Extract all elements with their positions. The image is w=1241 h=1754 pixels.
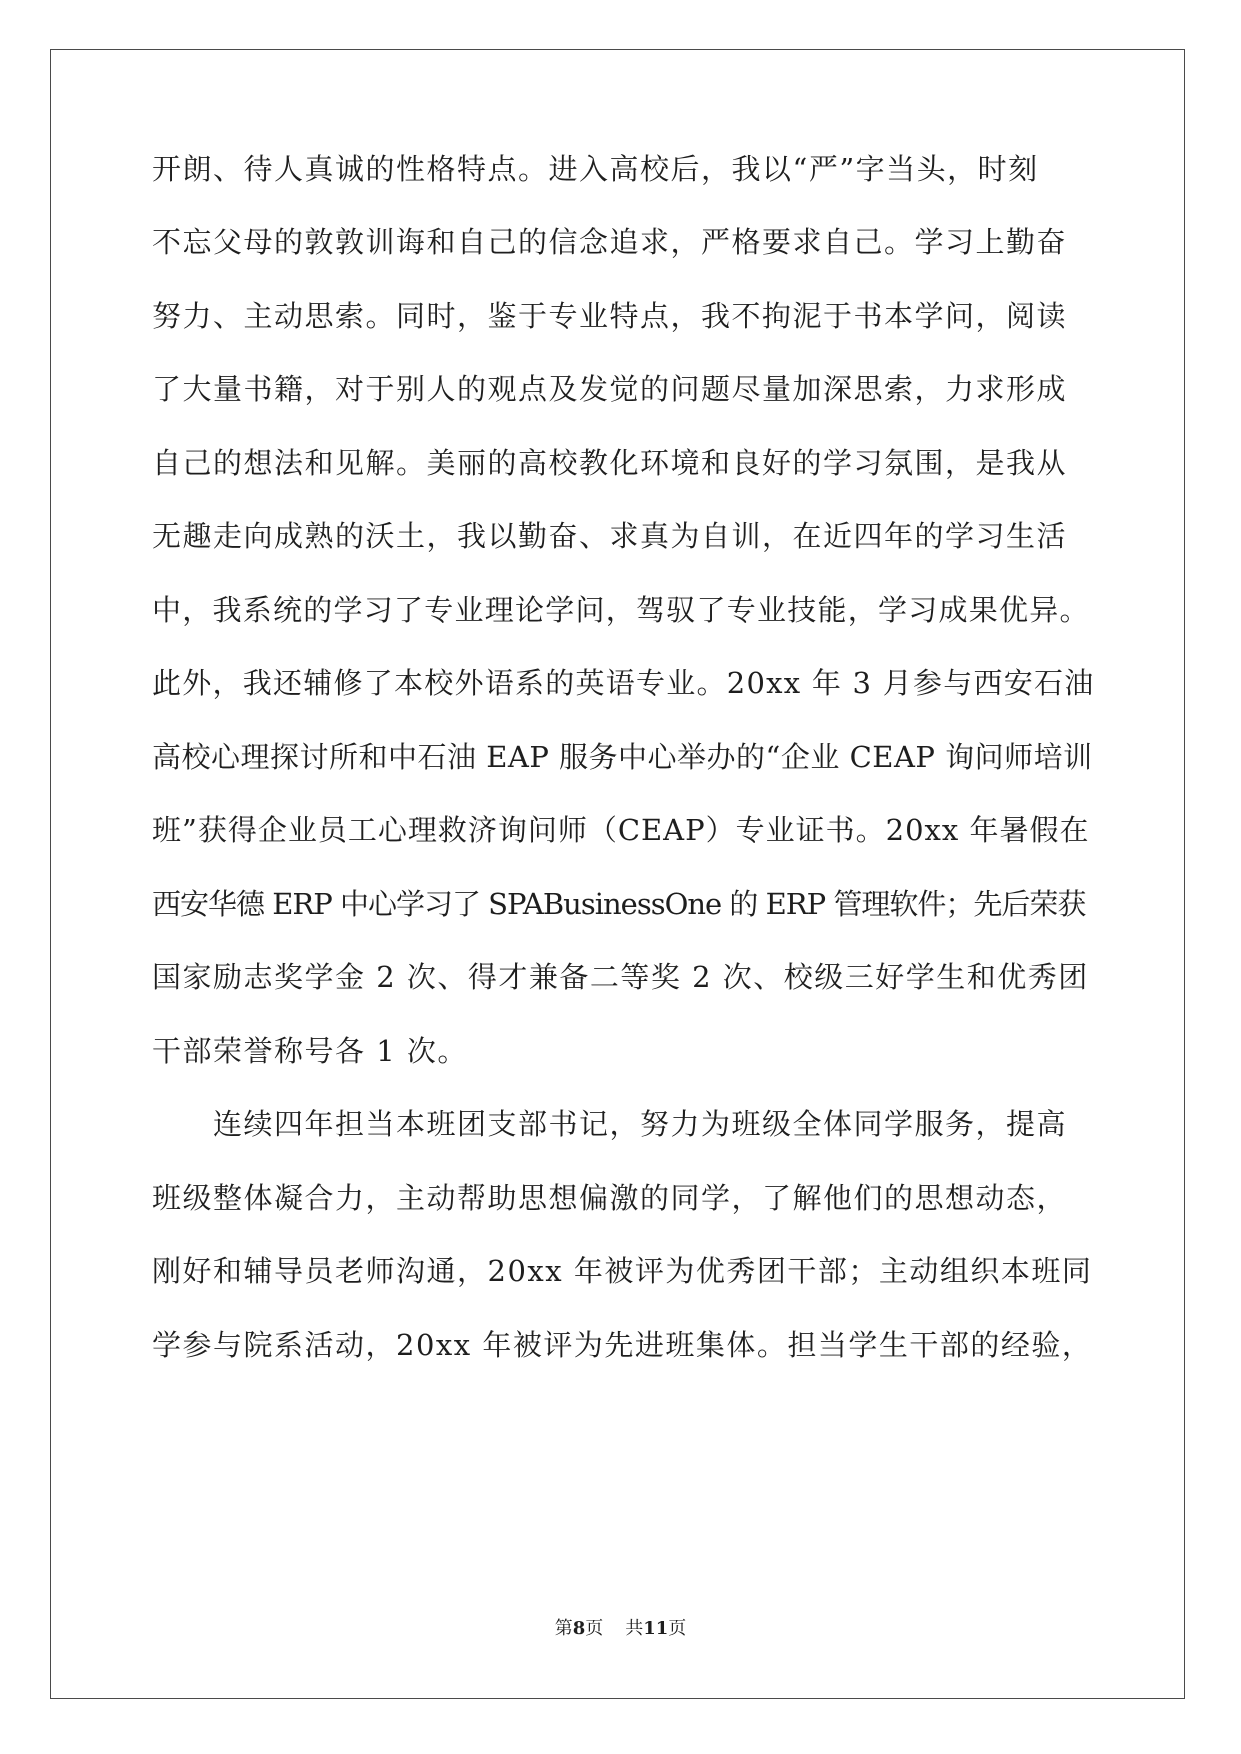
body-line: 学参与院系活动，20xx 年被评为先进班集体。担当学生干部的经验，: [152, 1328, 1093, 1362]
page-total: 11: [643, 1618, 669, 1639]
body-line: 班”获得企业员工心理救济询问师（CEAP）专业证书。20xx 年暑假在: [152, 813, 1090, 847]
body-line: 开朗、待人真诚的性格特点。进入高校后，我以“严”字当头，时刻: [152, 152, 1039, 186]
body-line: 刚好和辅导员老师沟通，20xx 年被评为优秀团干部；主动组织本班同: [152, 1254, 1093, 1288]
total-suffix: 页: [668, 1618, 687, 1639]
body-line: 此外，我还辅修了本校外语系的英语专业。20xx 年 3 月参与西安石油: [152, 666, 1095, 700]
page-number: 8: [572, 1618, 586, 1639]
body-line: 中，我系统的学习了专业理论学问，驾驭了专业技能，学习成果优异。: [152, 593, 1090, 627]
body-line: 自己的想法和见解。美丽的高校教化环境和良好的学习氛围，是我从: [152, 446, 1068, 480]
body-line: 西安华德 ERP 中心学习了 SPABusinessOne 的 ERP 管理软件；先后荣获: [152, 887, 1086, 921]
body-line: 干部荣誉称号各 1 次。: [152, 1034, 468, 1068]
body-line: 了大量书籍，对于别人的观点及发觉的问题尽量加深思索，力求形成: [152, 372, 1068, 406]
total-prefix: 共: [625, 1618, 644, 1639]
body-line: 无趣走向成熟的沃土，我以勤奋、求真为自训，在近四年的学习生活: [152, 519, 1068, 553]
body-line: 连续四年担当本班团支部书记，努力为班级全体同学服务，提高: [213, 1107, 1068, 1141]
body-line: 高校心理探讨所和中石油 EAP 服务中心举办的“企业 CEAP 询问师培训: [152, 740, 1093, 774]
body-line: 努力、主动思索。同时，鉴于专业特点，我不拘泥于书本学问，阅读: [152, 299, 1068, 333]
body-line: 班级整体凝合力，主动帮助思想偏激的同学，了解他们的思想动态，: [152, 1181, 1068, 1215]
page-prefix: 第: [554, 1618, 573, 1639]
page-footer: [0, 1614, 1241, 1640]
body-line: 国家励志奖学金 2 次、得才兼备二等奖 2 次、校级三好学生和优秀团: [152, 960, 1089, 994]
page-suffix: 页: [585, 1618, 604, 1639]
body-line: 不忘父母的敦敦训诲和自己的信念追求，严格要求自己。学习上勤奋: [152, 225, 1068, 259]
